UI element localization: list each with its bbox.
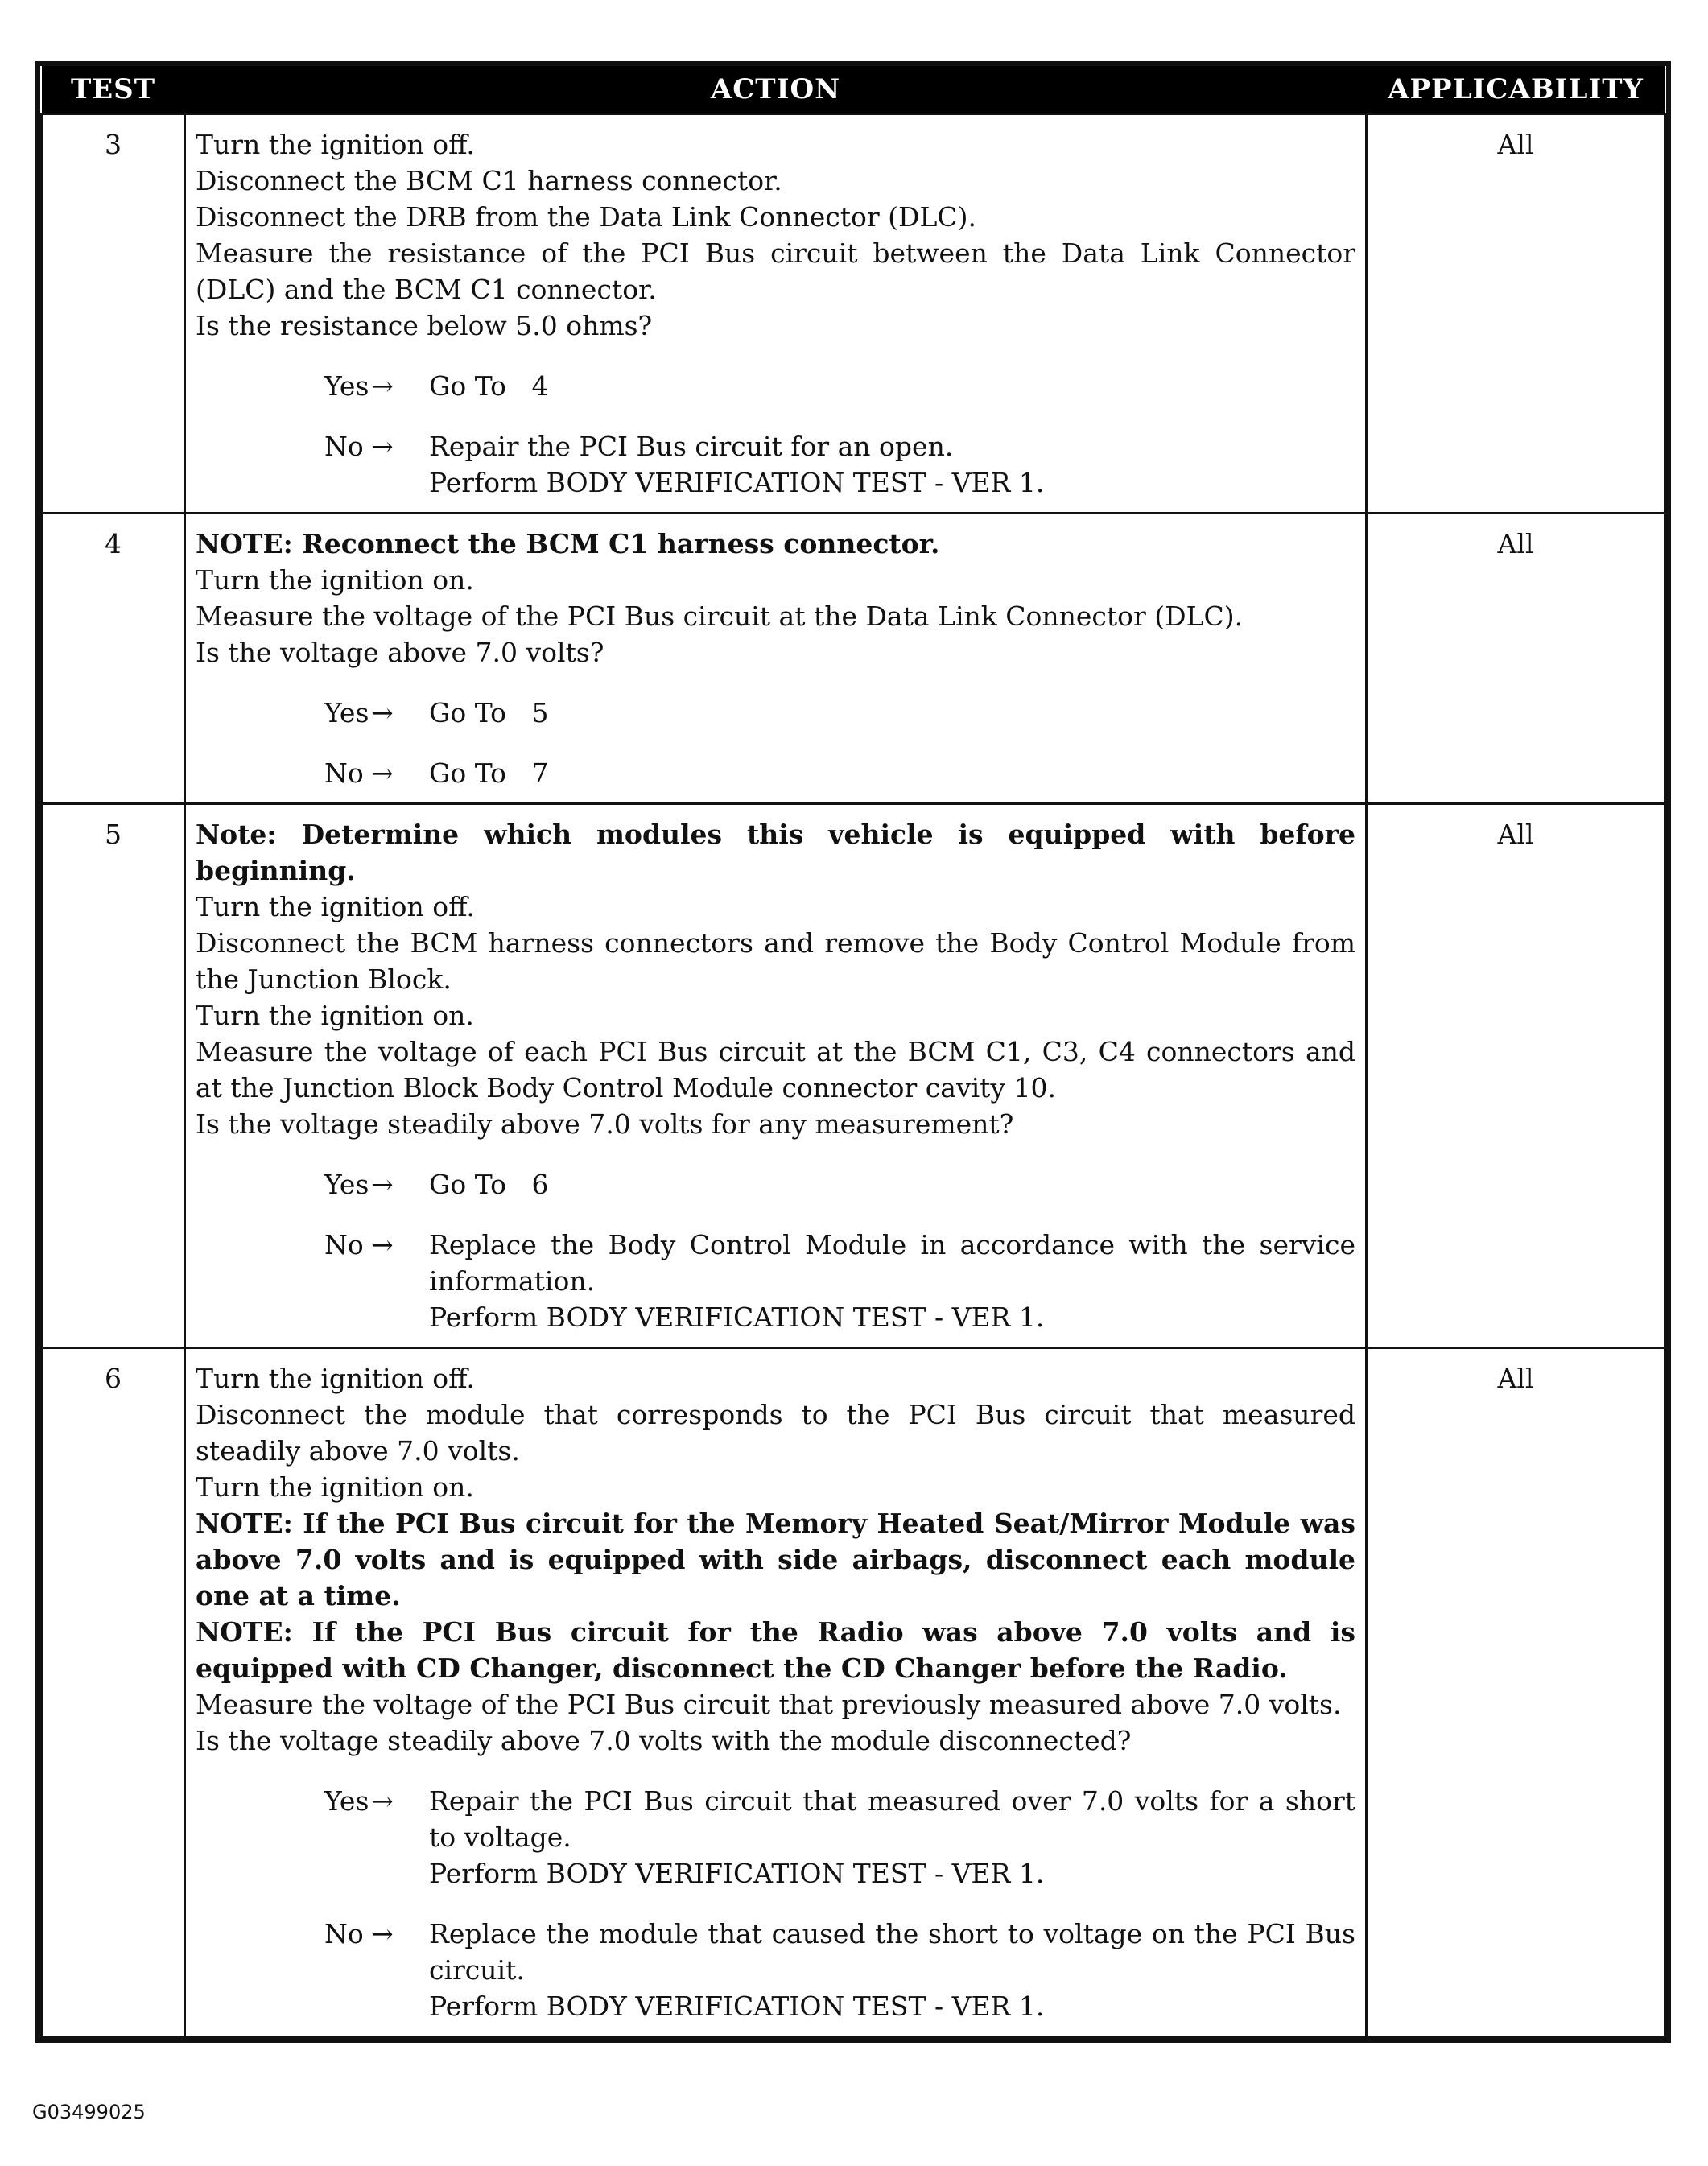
branch-yes xyxy=(196,1166,1355,1203)
table-row xyxy=(42,514,1665,804)
test-number: 3 xyxy=(42,114,185,514)
arrow-right-icon: → xyxy=(371,1785,394,1817)
arrow-right-icon: → xyxy=(371,697,394,728)
header-row xyxy=(42,66,1665,114)
branch-result xyxy=(429,368,1355,404)
instruction-line: Measure the voltage of the PCI Bus circuit that previously measured above 7.0 volts. xyxy=(196,1689,1342,1720)
branch-result xyxy=(429,1916,1364,2024)
action-cell xyxy=(185,1348,1367,2037)
applicability-value: All xyxy=(1367,114,1665,514)
arrow-right-icon: → xyxy=(371,1229,394,1260)
branch-yes xyxy=(196,1783,1364,1892)
figure-id: G03499025 xyxy=(32,2101,146,2123)
table-row xyxy=(42,1348,1665,2037)
note-line: NOTE: Reconnect the BCM C1 harness connector. xyxy=(196,528,940,559)
branch-label: No xyxy=(324,1229,364,1260)
action-cell xyxy=(185,514,1367,804)
applicability-value: All xyxy=(1367,1348,1665,2037)
applicability-value: All xyxy=(1367,804,1665,1348)
instruction-line: Is the voltage steadily above 7.0 volts for any measurement? xyxy=(196,1108,1014,1140)
result-line: Perform BODY VERIFICATION TEST - VER 1. xyxy=(429,1991,1045,2022)
result-line: Go To 7 xyxy=(429,757,549,789)
instruction-line: Is the voltage steadily above 7.0 volts with the module disconnected? xyxy=(196,1725,1132,1756)
test-number: 4 xyxy=(42,514,185,804)
result-line: Replace the Body Control Module in accordance with the service information. xyxy=(429,1229,1364,1297)
branch-no xyxy=(196,755,1355,791)
branch-result xyxy=(429,695,1355,731)
branch-no xyxy=(196,428,1355,501)
branch-label: Yes xyxy=(324,1169,369,1200)
result-line: Perform BODY VERIFICATION TEST - VER 1. xyxy=(429,1858,1045,1889)
instruction-line: Turn the ignition off. xyxy=(196,129,475,160)
branch-label: Yes xyxy=(324,697,369,728)
instruction-line: Turn the ignition on. xyxy=(196,1000,474,1031)
applicability-value: All xyxy=(1367,514,1665,804)
note-line: Note: Determine which modules this vehicle is equipped with before beginning. xyxy=(196,819,1355,886)
diagnostic-test-table-frame xyxy=(35,61,1671,2043)
instruction-line: Disconnect the DRB from the Data Link Connector (DLC). xyxy=(196,201,976,233)
result-line: Perform BODY VERIFICATION TEST - VER 1. xyxy=(429,1302,1045,1333)
table-body xyxy=(42,114,1665,2037)
arrow-right-icon: → xyxy=(371,431,394,462)
instruction-line: Disconnect the BCM C1 harness connector. xyxy=(196,165,782,196)
action-cell xyxy=(185,804,1367,1348)
branch-result xyxy=(429,1166,1355,1203)
result-line: Repair the PCI Bus circuit that measured over 7.0 volts for a short to voltage. xyxy=(429,1785,1364,1853)
note-line: NOTE: If the PCI Bus circuit for the Radio was above 7.0 volts and is equipped with CD Changer, disconnect the CD Changer before the Radio. xyxy=(196,1616,1355,1684)
diagnostic-test-table xyxy=(40,66,1666,2038)
branch-label: No xyxy=(324,757,364,789)
instruction-line: Turn the ignition off. xyxy=(196,1363,475,1394)
header-action: ACTION xyxy=(185,66,1367,114)
branch-result xyxy=(429,428,1355,501)
header-applicability: APPLICABILITY xyxy=(1367,66,1665,114)
table-row xyxy=(42,114,1665,514)
instruction-line: Measure the resistance of the PCI Bus circuit between the Data Link Connector (DLC) and the BCM C1 connector. xyxy=(196,237,1355,305)
result-line: Go To 5 xyxy=(429,697,549,728)
branch-label: No xyxy=(324,1918,364,1949)
test-number: 5 xyxy=(42,804,185,1348)
action-cell xyxy=(185,114,1367,514)
arrow-right-icon: → xyxy=(371,1169,394,1200)
instruction-line: Measure the voltage of the PCI Bus circuit at the Data Link Connector (DLC). xyxy=(196,600,1244,632)
arrow-right-icon: → xyxy=(371,370,394,402)
note-line: NOTE: If the PCI Bus circuit for the Memory Heated Seat/Mirror Module was above 7.0 volts and is equipped with side airbags, disconnect each module one at a time. xyxy=(196,1508,1355,1611)
instruction-line: Disconnect the BCM harness connectors and remove the Body Control Module from the Junction Block. xyxy=(196,927,1355,995)
result-line: Go To 4 xyxy=(429,370,549,402)
branch-result xyxy=(429,1227,1364,1335)
instruction-line: Disconnect the module that corresponds to the PCI Bus circuit that measured steadily above 7.0 volts. xyxy=(196,1399,1355,1467)
result-line: Replace the module that caused the short to voltage on the PCI Bus circuit. xyxy=(429,1918,1364,1986)
branch-yes xyxy=(196,695,1355,731)
instruction-line: Is the voltage above 7.0 volts? xyxy=(196,637,604,668)
header-test: TEST xyxy=(42,66,185,114)
arrow-right-icon: → xyxy=(371,757,394,789)
branch-label: Yes xyxy=(324,1785,369,1817)
result-line: Go To 6 xyxy=(429,1169,549,1200)
instruction-line: Is the resistance below 5.0 ohms? xyxy=(196,310,653,341)
branch-result xyxy=(429,755,1355,791)
branch-no xyxy=(196,1227,1364,1335)
branch-label: No xyxy=(324,431,364,462)
branch-label: Yes xyxy=(324,370,369,402)
instruction-line: Measure the voltage of each PCI Bus circuit at the BCM C1, C3, C4 connectors and at the Junction Block Body Control Module connector cavity 10. xyxy=(196,1036,1355,1104)
instruction-line: Turn the ignition on. xyxy=(196,564,474,596)
instruction-line: Turn the ignition off. xyxy=(196,891,475,922)
result-line: Repair the PCI Bus circuit for an open. xyxy=(429,431,954,462)
branch-yes xyxy=(196,368,1355,404)
test-number: 6 xyxy=(42,1348,185,2037)
table-row xyxy=(42,804,1665,1348)
arrow-right-icon: → xyxy=(371,1918,394,1949)
branch-no xyxy=(196,1916,1364,2024)
result-line: Perform BODY VERIFICATION TEST - VER 1. xyxy=(429,467,1045,498)
instruction-line: Turn the ignition on. xyxy=(196,1471,474,1503)
branch-result xyxy=(429,1783,1364,1892)
